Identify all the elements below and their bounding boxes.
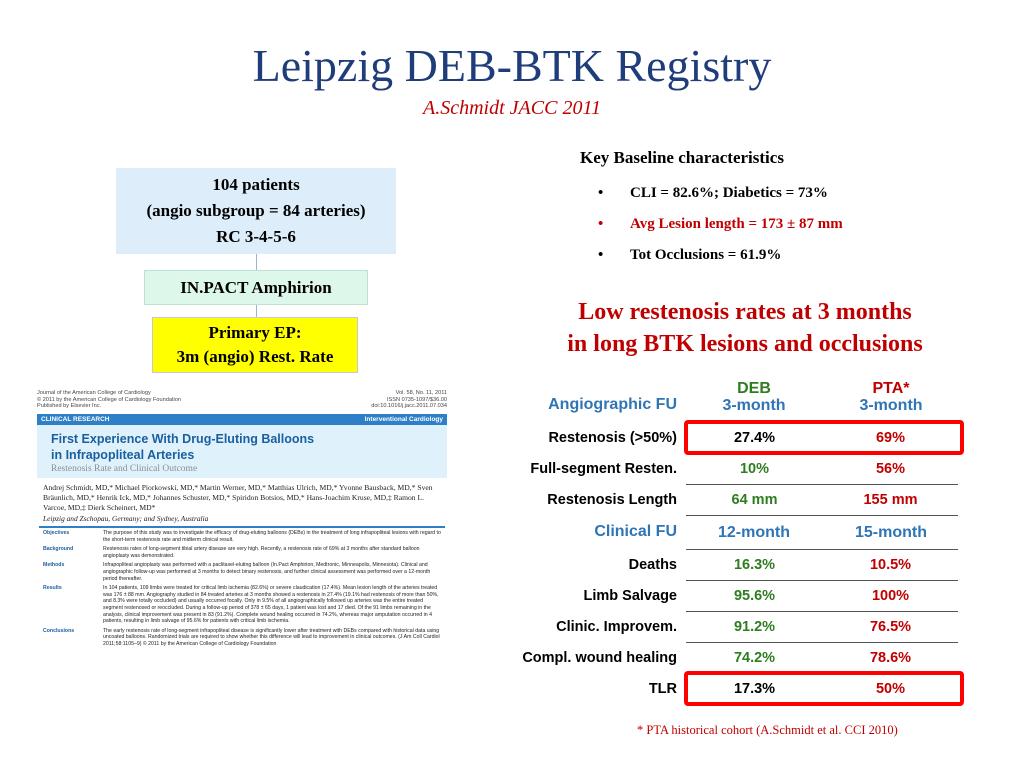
paper-abstract xyxy=(39,526,445,649)
paper-title: First Experience With Drug-Eluting Balloons in Infrapopliteal Arteries xyxy=(51,432,315,462)
flow-connector xyxy=(256,254,257,270)
cell-deb: 74.2% xyxy=(686,643,823,673)
patients-box xyxy=(116,168,396,254)
row-label: Limb Salvage xyxy=(583,588,677,604)
slide-subtitle: A.Schmidt JACC 2011 xyxy=(423,97,601,119)
endpoint-title: Primary EP: xyxy=(208,323,302,342)
row-label: Clinic. Improvem. xyxy=(556,619,677,635)
row-label: Restenosis Length xyxy=(547,492,677,508)
baseline-title: Key Baseline characteristics xyxy=(580,148,784,167)
footnote: * PTA historical cohort (A.Schmidt et al. CCI 2010) xyxy=(637,723,898,737)
cell-pta: 78.6% xyxy=(823,643,958,673)
angio-fu-header: Angiographic FU xyxy=(548,396,677,413)
pta-clinical-period: 15-month xyxy=(855,524,927,541)
abstract-row: Methods Infrapopliteal angioplasty was performed with a paclitaxel-eluting balloon (In.Pact Amphirion, Medtronic, Minneapolis, Minnesota). Clinical and angiographic follow-up was performed at 3 months to detect binary restenosis, and further clinical assessment was performed over a 12-month period thereafter. xyxy=(43,562,431,582)
section-band: CLINICAL RESEARCH Interventional Cardiology xyxy=(37,414,447,425)
deb-angio-period: 3-month xyxy=(722,397,786,414)
cell-deb: 95.6% xyxy=(686,581,823,611)
grid-line xyxy=(686,515,958,516)
cell-pta: 56% xyxy=(823,454,958,484)
baseline-list xyxy=(598,180,928,273)
baseline-item: • Avg Lesion length = 173 ± 87 mm xyxy=(598,216,843,232)
abstract-row: Results In 104 patients, 109 limbs were treated for critical limb ischemia (82.6%) or severe claudication (17.4%). Mean lesion length of the arteries treated was 176 ± 88 mm. Angiography studied in 84 treated arteries at 3 months showed a restenosis in 27.4% (19.1% had restenosis of more than 50%, and 8.3% were totally occluded) and usually occurred focally. Only in 9.5% of all angiographically followed up arteries was the entire treated segment restenosed or reoccluded. During a follow-up period of 378 ± 65 days, 1 patient was lost and 17 died. Of the 91 limbs remaining in the analysis, clinical improvement was present in 83 (91.2%). Complete wound healing occurred in 74.2%, whereas major amputation occurred in 4 patients, resulting in limb salvage of 95.6% for patients with critical limb ischemia. xyxy=(43,585,439,625)
baseline-item: • Tot Occlusions = 61.9% xyxy=(598,247,782,263)
tlr-highlight xyxy=(684,671,964,706)
cell-deb: 16.3% xyxy=(686,550,823,580)
journal-header: Journal of the American College of Cardiology © 2011 by the American College of Cardiology Foundation Published by Elsevier Inc. Vol. 58, No. 11, 2011 ISSN 0735-1097/$36.00 doi:10.1016/j.jacc.2011.07.034 xyxy=(37,390,447,409)
cell-pta: 100% xyxy=(823,581,958,611)
cell-pta: 69% xyxy=(823,423,958,453)
slide-title: Leipzig DEB-BTK Registry xyxy=(252,40,772,91)
device-box xyxy=(144,270,368,305)
deb-header: DEB xyxy=(737,380,771,397)
key-message: Low restenosis rates at 3 months in long BTK lesions and occlusions xyxy=(567,299,923,357)
paper-abstract-image xyxy=(37,390,447,718)
patients-subgroup: (angio subgroup = 84 arteries) xyxy=(146,201,366,220)
flow-connector xyxy=(256,305,257,317)
abstract-row: Objectives The purpose of this study was to investigate the efficacy of drug-eluting balloons (DEBs) in the treatment of long infrapopliteal lesions with regard to the short-term restenosis rate and midterm clinical result. xyxy=(43,530,441,543)
row-label: Deaths xyxy=(628,557,677,573)
patients-rc: RC 3-4-5-6 xyxy=(216,227,296,246)
restenosis-highlight xyxy=(684,420,964,455)
endpoint-box xyxy=(152,317,358,373)
baseline-item: • CLI = 82.6%; Diabetics = 73% xyxy=(598,185,828,201)
row-label: Restenosis (>50%) xyxy=(548,430,677,446)
cell-pta: 155 mm xyxy=(823,485,958,515)
paper-affiliation: Leipzig and Zschopau, Germany; and Sydney, Australia xyxy=(43,514,209,523)
clinical-fu-header: Clinical FU xyxy=(594,523,677,540)
deb-clinical-period: 12-month xyxy=(718,524,790,541)
cell-deb: 27.4% xyxy=(686,423,823,453)
cell-pta: 10.5% xyxy=(823,550,958,580)
cell-pta: 50% xyxy=(823,674,958,704)
row-label: Compl. wound healing xyxy=(522,650,677,666)
pta-header: PTA* xyxy=(872,380,910,397)
cell-deb: 64 mm xyxy=(686,485,823,515)
row-label: TLR xyxy=(648,681,677,697)
paper-title-block xyxy=(37,425,447,478)
endpoint-detail: 3m (angio) Rest. Rate xyxy=(176,347,334,366)
patients-count: 104 patients xyxy=(212,175,300,194)
row-label: Full-segment Resten. xyxy=(530,461,677,477)
pta-angio-period: 3-month xyxy=(859,397,923,414)
abstract-row: Conclusions The early restenosis rate of long-segment infrapopliteal disease is significantly lower after treatment with DEBs compared with historical data using uncoated balloons. Randomized trials are required to show whether this difference will lead to improvement in clinical outcomes. (J Am Coll Cardiol 2011;58:1105–9) © 2011 by the American College of Cardiology Foundation xyxy=(43,627,440,647)
paper-subtitle: Restenosis Rate and Clinical Outcome xyxy=(51,464,198,474)
paper-authors: Andrej Schmidt, MD,* Michael Piorkowski, MD,* Martin Werner, MD,* Matthias Ulrich, MD,* Yvonne Bausback, MD,* Sven Bräunlich, MD,* Henrik Ick, MD,* Johannes Schuster, MD,* Spiridon Botsios, MD,* Hans-Joachim Kruse, MD,‡ Ramon L. Varcoe, MD,‡ Dierk Scheinert, MD* xyxy=(43,483,433,512)
abstract-row: Background Restenosis rates of long-segment tibial artery disease are very high. Recently, a restenosis rate of 69% at 3 months after standard balloon angioplasty was demonstrated. xyxy=(43,546,420,559)
cell-deb: 10% xyxy=(686,454,823,484)
cell-deb: 17.3% xyxy=(686,674,823,704)
device-label: IN.PACT Amphirion xyxy=(180,278,332,297)
cell-deb: 91.2% xyxy=(686,612,823,642)
cell-pta: 76.5% xyxy=(823,612,958,642)
